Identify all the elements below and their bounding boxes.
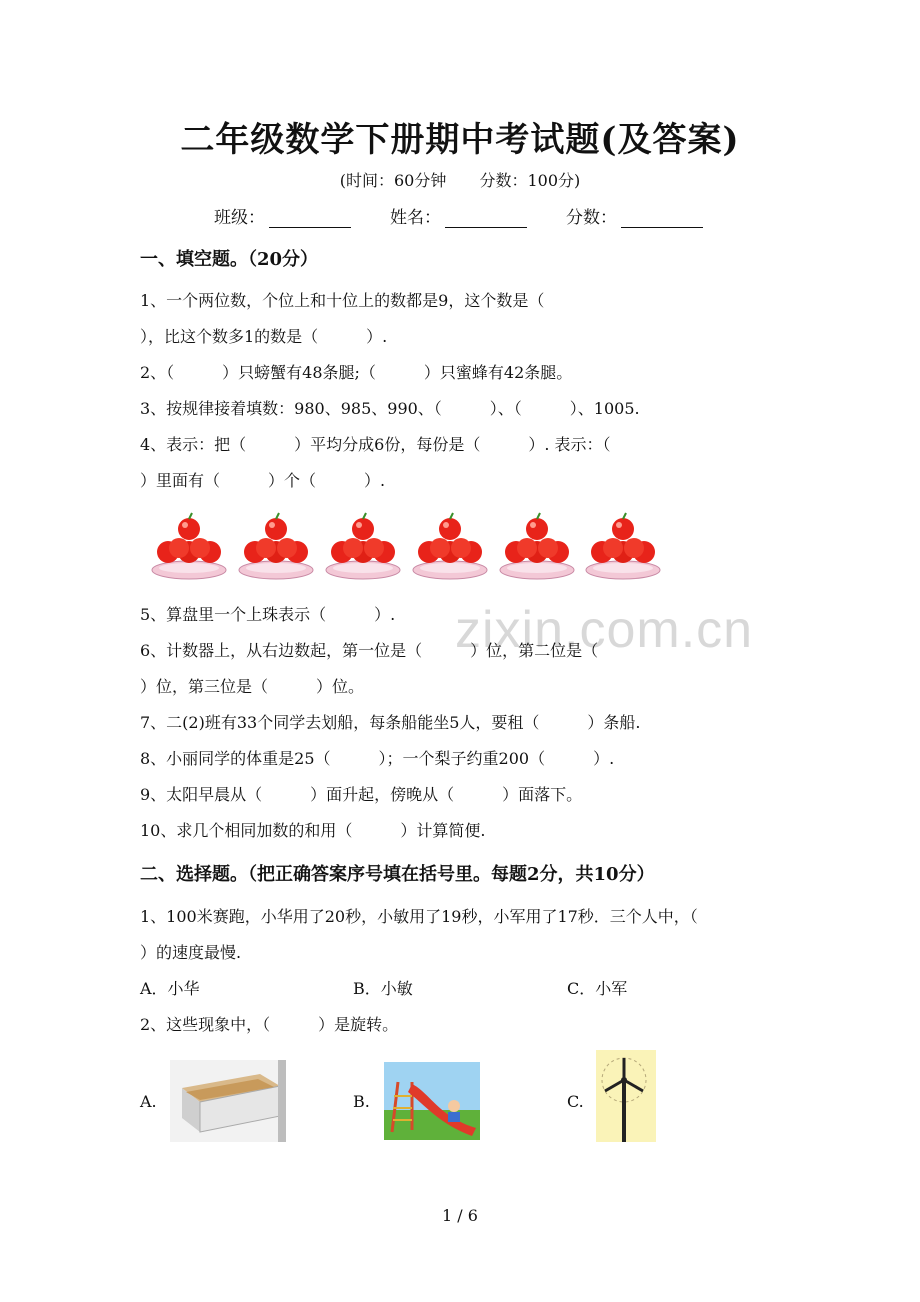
question-line: 6、计数器上，从右边数起，第一位是（ ）位，第二位是（ xyxy=(140,641,599,660)
name-blank[interactable] xyxy=(445,210,527,228)
name-label: 姓名： xyxy=(390,208,441,228)
question-line: 10、求几个相同加数的和用（ ）计算简便. xyxy=(140,821,486,840)
page-title: 二年级数学下册期中考试题(及答案) xyxy=(180,120,740,160)
windmill-image xyxy=(596,1050,656,1142)
apple-plate-image xyxy=(498,510,576,582)
option-a: A．小华 xyxy=(140,979,200,998)
class-field xyxy=(214,203,351,228)
apple-plate-image xyxy=(411,510,489,582)
score-label: 分数： xyxy=(566,208,617,228)
apple-plate-image xyxy=(324,510,402,582)
score-blank[interactable] xyxy=(621,210,703,228)
question-line: 9、太阳早晨从（ ）面升起，傍晚从（ ）面落下。 xyxy=(140,785,583,804)
apple-plate-image xyxy=(150,510,228,582)
page-number: 1 / 6 xyxy=(442,1206,478,1225)
option-c: C．小军 xyxy=(567,979,628,998)
question-line: ），比这个数多1的数是（ ）. xyxy=(140,327,388,346)
option-c-label: C. xyxy=(567,1092,584,1111)
class-label: 班级： xyxy=(214,208,265,228)
question-line: 7、二(2)班有33个同学去划船，每条船能坐5人，要租（ ）条船. xyxy=(140,713,641,732)
question-line: ）的速度最慢. xyxy=(140,943,242,962)
question-line: 8、小丽同学的体重是25（ ）；一个梨子约重200（ ）. xyxy=(140,749,615,768)
exam-time: (时间：60分钟 xyxy=(339,171,447,190)
apple-plate-image xyxy=(584,510,662,582)
question-line: 1、100米赛跑，小华用了20秒，小敏用了19秒，小军用了17秒．三个人中，（ xyxy=(140,907,698,926)
drawer-image xyxy=(170,1060,286,1142)
question-line: 2、这些现象中，（ ）是旋转。 xyxy=(140,1015,399,1034)
slide-image xyxy=(384,1062,480,1140)
option-b: B．小敏 xyxy=(353,979,413,998)
question-line: 2、（ ）只螃蟹有48条腿;（ ）只蜜蜂有42条腿。 xyxy=(140,363,573,382)
class-blank[interactable] xyxy=(269,210,351,228)
section1-heading: 一、填空题。（20分） xyxy=(140,249,319,270)
question-line: 5、算盘里一个上珠表示（ ）. xyxy=(140,605,396,624)
question-line: ）位，第三位是（ ）位。 xyxy=(140,677,365,696)
question-line: ）里面有（ ）个（ ）. xyxy=(140,471,386,490)
watermark: zixin.com.cn xyxy=(455,601,754,659)
exam-meta xyxy=(0,168,920,191)
question-line: 3、按规律接着填数：980、985、990、（ ）、（ ）、1005. xyxy=(140,399,640,418)
name-field xyxy=(390,203,527,228)
question-line: 4、表示：把（ ）平均分成6份，每份是（ ）. 表示：（ xyxy=(140,435,611,454)
apple-plate-image xyxy=(237,510,315,582)
option-a-label: A. xyxy=(140,1092,157,1111)
question-line: 1、一个两位数，个位上和十位上的数都是9，这个数是（ xyxy=(140,291,545,310)
exam-total-score: 分数：100分) xyxy=(479,171,581,190)
section2-heading: 二、选择题。（把正确答案序号填在括号里。每题2分，共10分） xyxy=(140,864,655,885)
option-b-label: B. xyxy=(353,1092,370,1111)
score-field xyxy=(566,203,703,228)
